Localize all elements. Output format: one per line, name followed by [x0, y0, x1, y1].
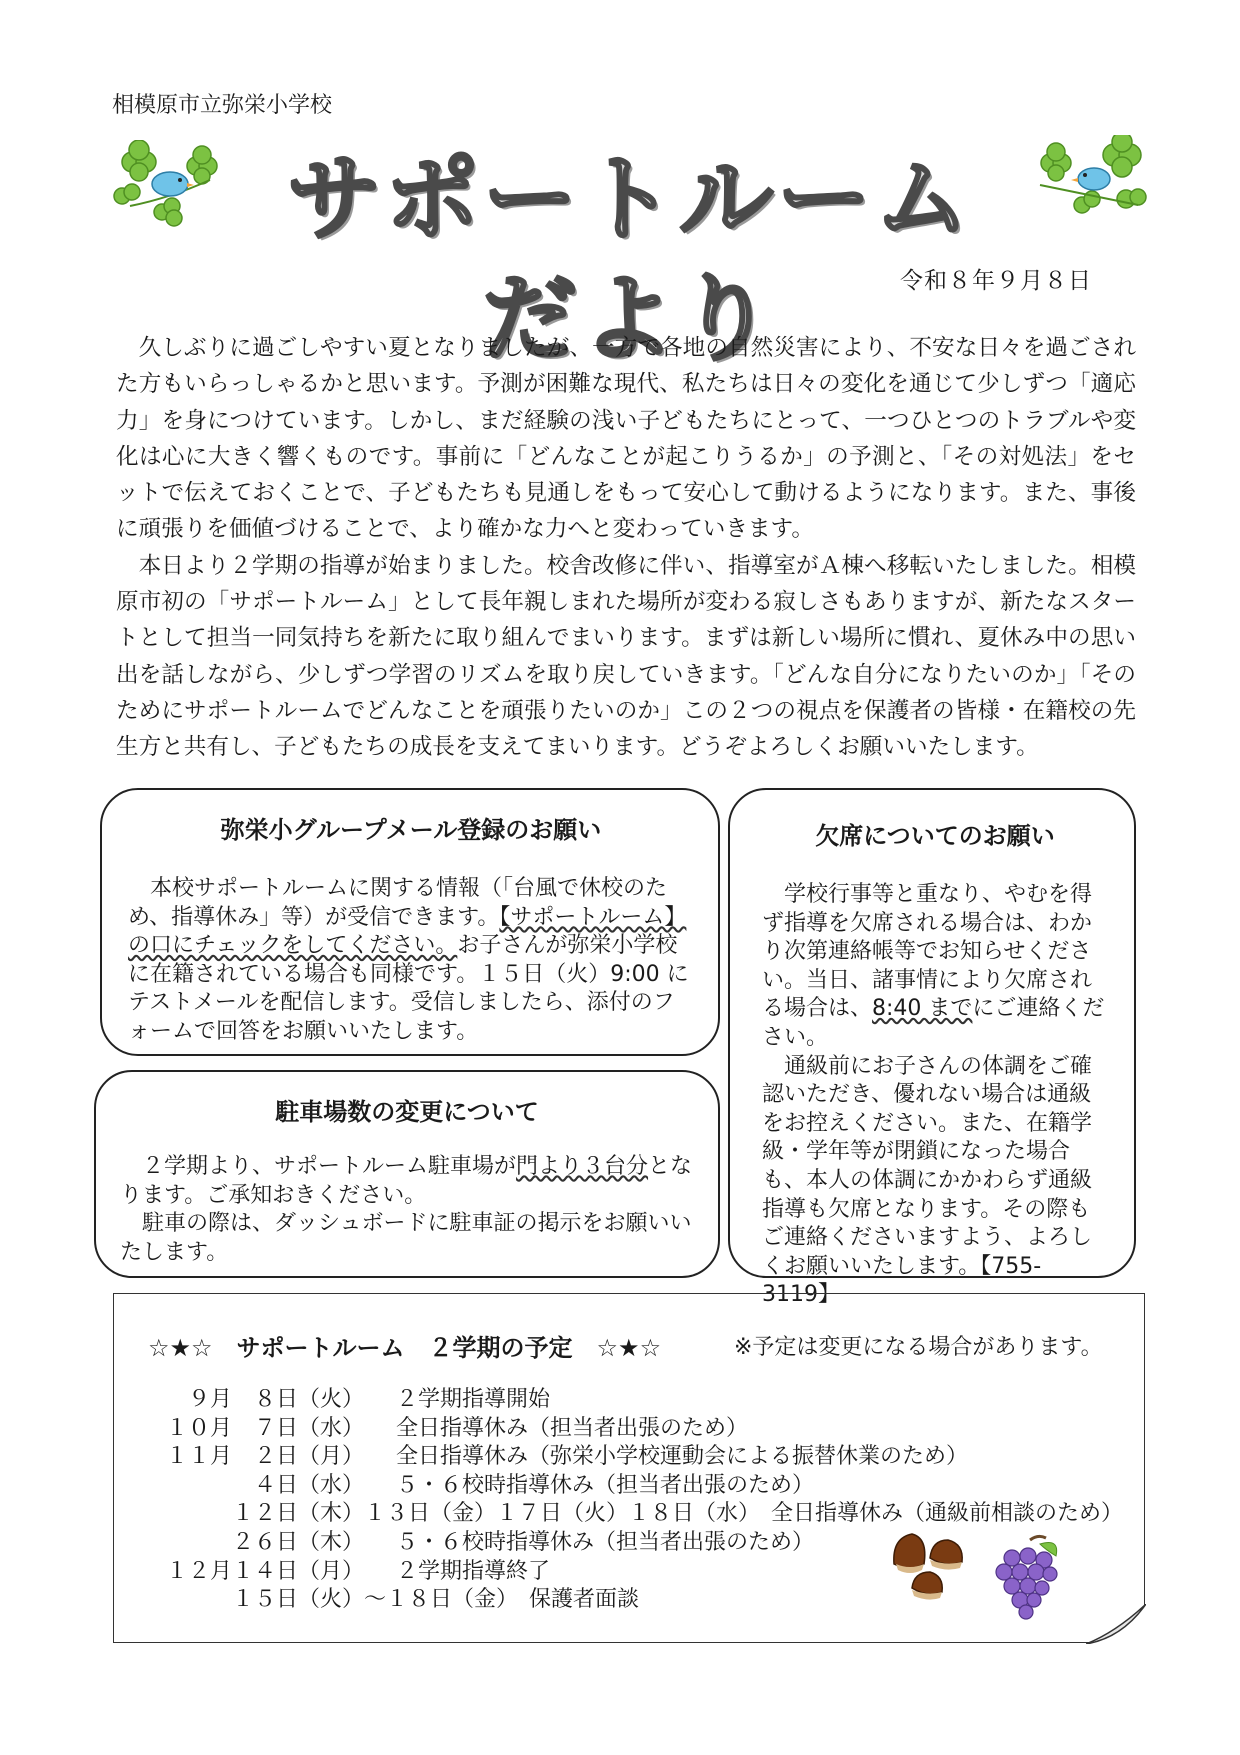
grape-icon — [990, 1532, 1070, 1622]
absence-text: 学校行事等と重なり、やむを得ず指導を欠席される場合は、わかり次第連絡帳等でお知らせください。当日、諸事情により欠席される場合は、 — [762, 882, 1093, 1022]
schedule-event: ２学期指導終了 — [396, 1558, 551, 1584]
absence-text: にご連絡ください。 — [762, 996, 1105, 1050]
schedule-event: ５・６校時指導休み（担当者出張のため） — [396, 1472, 815, 1498]
schedule-row — [166, 1558, 1123, 1587]
schedule-row — [166, 1472, 1123, 1501]
schedule-event: 全日指導休み（担当者出張のため） — [396, 1415, 749, 1441]
schedule-box — [113, 1293, 1145, 1643]
mail-box-body — [128, 875, 694, 1047]
schedule-row — [166, 1443, 1123, 1472]
newsletter-title: サポートルームだより — [286, 145, 973, 374]
schedule-event: ５・６校時指導休み（担当者出張のため） — [396, 1529, 815, 1555]
schedule-heading: ☆★☆ サポートルーム ２学期の予定 ☆★☆ — [148, 1334, 662, 1362]
intro-paragraph: 久しぶりに過ごしやすい夏となりましたが、一方で各地の自然災害により、不安な日々を過ごされた方もいらっしゃるかと思います。予測が困難な現代、私たちは日々の変化を通じて少しずつ「適応力」を身につけています。しかし、まだ経験の浅い子どもたちにとって、一つひとつのトラブルや変化は心に大きく響くものです。事前に「どんなことが起こりうるか」の予測と、「その対処法」をセットで伝えておくことで、子どもたちも見通しをもって安心して動けるようになります。また、事後に頑張りを価値づけることで、より確かな力へと変わっていきます。 — [116, 335, 1136, 543]
schedule-date: １２日（木）１３日（金）１７日（火）１８日（水） 全日指導休み（通級前相談のため） — [166, 1501, 1124, 1527]
mail-box-heading: 弥栄小グループメール登録のお願い — [220, 816, 602, 844]
schedule-date: １０月 ７日（水） — [166, 1415, 365, 1441]
absence-box-body — [762, 881, 1108, 1310]
intro-paragraph: 本日より２学期の指導が始まりました。校舎改修に伴い、指導室がＡ棟へ移転いたしました。相模原市初の「サポートルーム」として長年親しまれた場所が変わる寂しさもありますが、新たなスタートとして担当一同気持ちを新たに取り組んでまいります。まずは新しい場所に慣れ、夏休み中の思い出を話しながら、少しずつ学習のリズムを取り戻していきます。「どんな自分になりたいのか」「そのためにサポートルームでどんなことを頑張りたいのか」この２つの視点を保護者の皆様・在籍校の先生方と共有し、子どもたちの成長を支えてまいります。どうぞよろしくお願いいたします。 — [116, 552, 1136, 761]
clover-bird-right-icon — [1030, 135, 1150, 235]
clover-bird-left-icon — [110, 140, 230, 240]
parking-box-body — [120, 1153, 694, 1267]
mail-box-text: 本校サポートルームに関する情報（「台風で休校のため、指導休み」等）が受信できます。 — [128, 876, 668, 930]
schedule-date: ９月 ８日（火） — [166, 1387, 365, 1412]
schedule-list — [166, 1386, 1123, 1615]
parking-location: 門より３台分 — [516, 1154, 649, 1179]
schedule-event: 全日指導休み（弥栄小学校運動会による振替休業のため） — [396, 1444, 969, 1470]
parking-box — [94, 1070, 720, 1278]
absence-text: 通級前にお子さんの体調をご確認いただき、優れない場合は通級をお控えください。また、在籍学級・学年等が閉鎖になった場合も、本人の体調にかかわらず通級指導も欠席となります。その際もご連絡くださいますよう、よろしくお願いいたします。【755-3119】 — [762, 1053, 1093, 1308]
schedule-event: ２学期指導開始 — [396, 1387, 551, 1412]
schedule-row — [166, 1386, 1123, 1415]
mail-box-checkbox-instruction: 【サポートルーム】の口にチェックをしてください。 — [128, 904, 687, 959]
schedule-note: ※予定は変更になる場合があります。 — [734, 1335, 1103, 1360]
schedule-date: ４日（水） — [166, 1472, 365, 1498]
mail-registration-box — [100, 788, 720, 1056]
page-curl-decoration — [1086, 1604, 1146, 1644]
parking-text: 駐車の際は、ダッシュボードに駐車証の掲示をお願いいたします。 — [120, 1211, 692, 1265]
mail-box-text: お子さんが弥栄小学校に在籍されている場合も同様です。１５日（火）9:00 にテストメールを配信します。受信しましたら、添付のフォームで回答をお願いいたします。 — [128, 933, 689, 1044]
schedule-date: ２６日（木） — [166, 1529, 365, 1555]
issue-date: 令和８年９月８日 — [900, 268, 1092, 294]
absence-box-heading: 欠席についてのお願い — [815, 822, 1055, 850]
schedule-date: １１月 ２日（月） — [166, 1444, 365, 1470]
schedule-row — [166, 1529, 1123, 1558]
schedule-row — [166, 1586, 1123, 1615]
schedule-row — [166, 1500, 1123, 1529]
parking-text: となります。ご承知おきください。 — [120, 1154, 693, 1208]
schedule-date: １５日（火）～１８日（金） 保護者面談 — [166, 1587, 640, 1613]
schedule-row — [166, 1415, 1123, 1444]
parking-box-heading: 駐車場数の変更について — [275, 1098, 539, 1126]
parking-text: ２学期より、サポートルーム駐車場が — [142, 1154, 517, 1179]
absence-deadline: 8:40 まで — [872, 996, 973, 1022]
absence-box — [728, 788, 1136, 1308]
intro-text — [116, 330, 1136, 766]
school-name: 相模原市立弥栄小学校 — [112, 93, 333, 118]
schedule-date: １２月１４日（月） — [166, 1558, 365, 1584]
chestnut-icon — [884, 1524, 974, 1604]
